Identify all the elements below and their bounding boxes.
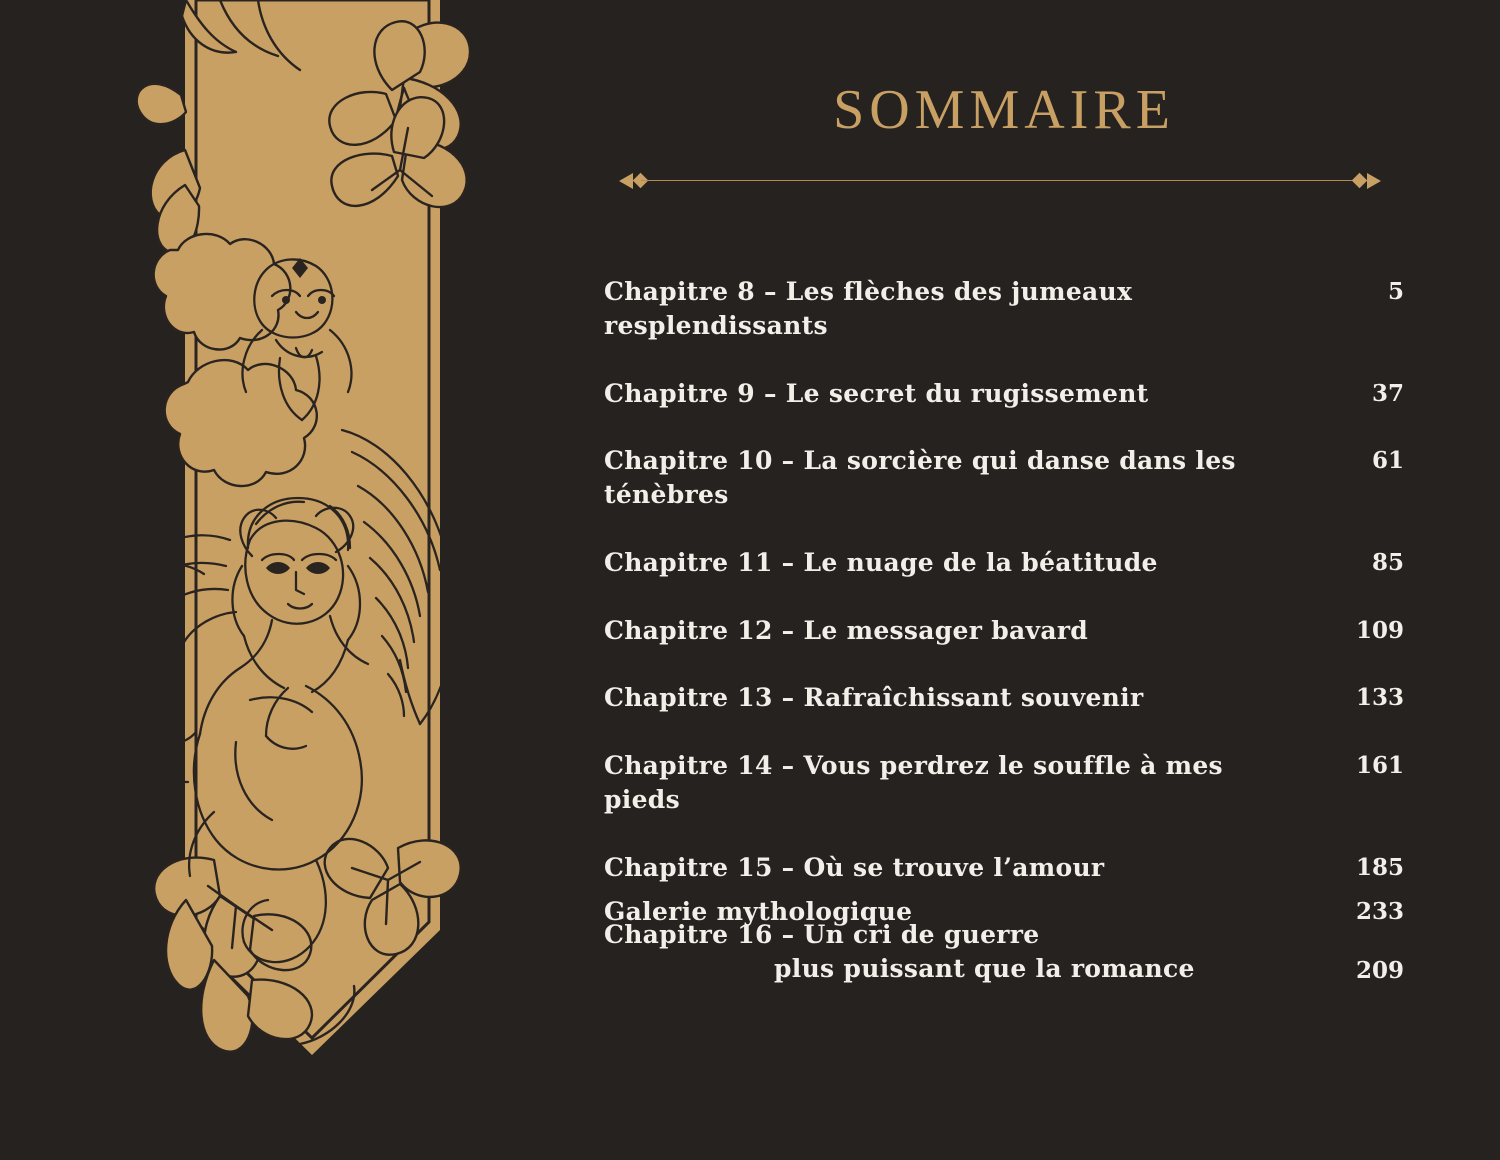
toc-entry-title: Galerie mythologique xyxy=(604,897,913,926)
toc-entry-title: Chapitre 11 – Le nuage de la béatitude xyxy=(604,547,1158,577)
toc-entry[interactable] xyxy=(604,895,1404,929)
toc-entry-page: 209 xyxy=(1355,956,1404,984)
toc-entry-title: Chapitre 9 – Le secret du rugissement xyxy=(604,378,1149,408)
toc-entry-page: 85 xyxy=(1371,548,1404,576)
toc-entry-page: 185 xyxy=(1355,853,1404,881)
title-divider-ornament xyxy=(619,170,1381,192)
divider-right-diamond-icon xyxy=(1352,173,1368,189)
toc-entry[interactable] xyxy=(604,275,1404,343)
toc-entry[interactable] xyxy=(604,749,1404,817)
sphinx-illustration xyxy=(0,0,520,1160)
toc-entry-page: 133 xyxy=(1355,684,1404,712)
toc-entry-title: Chapitre 13 – Rafraîchissant souvenir xyxy=(604,683,1144,713)
toc-entry-title-line2: plus puissant que la romance xyxy=(774,954,1195,983)
toc-entry-title: Chapitre 8 – Les flèches des jumeaux resplendissants xyxy=(604,277,1133,340)
toc-extra-list xyxy=(604,895,1404,963)
toc-entry-page: 161 xyxy=(1355,752,1404,779)
illustration-panel xyxy=(0,0,520,1160)
page-title: SOMMAIRE xyxy=(833,79,1175,141)
toc-entry-page: 5 xyxy=(1387,278,1404,305)
toc-entry-title: Chapitre 10 – La sorcière qui danse dans les ténèbres xyxy=(604,446,1236,509)
toc-entry-title-line1: Chapitre 16 – Un cri de guerre xyxy=(604,920,1040,950)
toc-entry-page: 61 xyxy=(1371,447,1404,475)
divider-left-arrow-icon xyxy=(619,173,633,189)
toc-entry[interactable] xyxy=(604,546,1404,580)
divider-rule xyxy=(641,180,1359,181)
toc-entry-page: 109 xyxy=(1355,616,1404,644)
toc-entry-title: Chapitre 15 – Où se trouve l’amour xyxy=(604,852,1105,882)
toc-entry-title: Chapitre 12 – Le messager bavard xyxy=(604,615,1089,645)
toc-entry[interactable] xyxy=(604,851,1404,885)
toc-entry[interactable] xyxy=(604,681,1404,715)
toc-entry-page: 233 xyxy=(1355,898,1404,925)
toc-entry-page: 37 xyxy=(1371,379,1404,407)
divider-right-arrow-icon xyxy=(1367,173,1381,189)
toc-entry[interactable] xyxy=(604,377,1404,411)
toc-entry-title: Chapitre 14 – Vous perdrez le souffle à mes pieds xyxy=(604,751,1223,814)
toc-entry[interactable] xyxy=(604,444,1404,512)
toc-entry[interactable] xyxy=(604,614,1404,648)
table-of-contents-page xyxy=(560,0,1440,1160)
